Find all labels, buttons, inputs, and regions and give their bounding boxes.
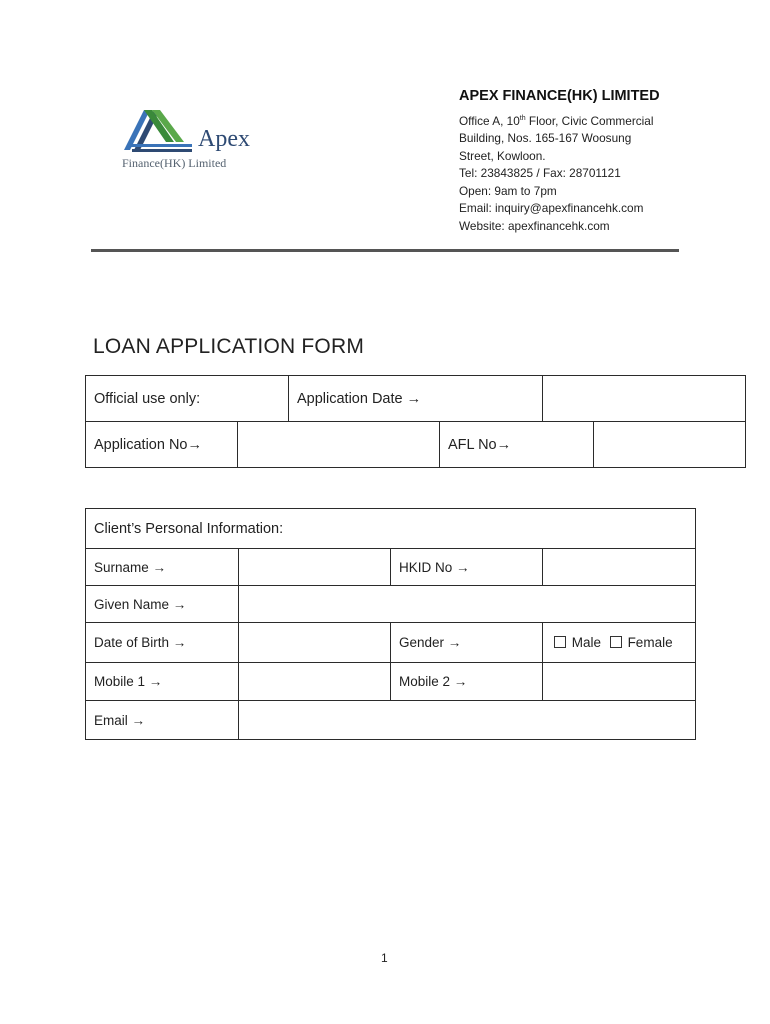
company-name: APEX FINANCE(HK) LIMITED bbox=[459, 88, 660, 104]
application-no-label: Application No→ bbox=[86, 422, 238, 468]
header-divider bbox=[91, 249, 679, 252]
email-label: Email → bbox=[86, 701, 239, 740]
logo-subtitle: Finance(HK) Limited bbox=[122, 156, 227, 170]
form-title: LOAN APPLICATION FORM bbox=[93, 335, 365, 358]
company-email: Email: inquiry@apexfinancehk.com bbox=[459, 201, 644, 216]
surname-field[interactable] bbox=[239, 549, 391, 586]
afl-no-label: AFL No→ bbox=[440, 422, 594, 468]
company-website: Website: apexfinancehk.com bbox=[459, 218, 610, 233]
afl-no-field[interactable] bbox=[594, 422, 746, 468]
given-name-label: Given Name → bbox=[86, 586, 239, 623]
company-info bbox=[459, 88, 719, 235]
gender-options bbox=[543, 623, 696, 663]
female-checkbox[interactable] bbox=[610, 636, 622, 648]
application-date-field[interactable] bbox=[543, 376, 746, 422]
email-field[interactable] bbox=[239, 701, 696, 740]
company-address-line-3: Street, Kowloon. bbox=[459, 148, 546, 163]
gender-label: Gender → bbox=[391, 623, 543, 663]
hkid-label: HKID No → bbox=[391, 549, 543, 586]
page-number: 1 bbox=[381, 951, 388, 965]
male-option-label: Male bbox=[571, 635, 602, 650]
dob-label: Date of Birth → bbox=[86, 623, 239, 663]
official-use-table bbox=[85, 375, 746, 468]
company-tel-fax: Tel: 23843825 / Fax: 28701121 bbox=[459, 166, 621, 181]
mobile1-label: Mobile 1 → bbox=[86, 663, 239, 701]
logo-mark-icon bbox=[122, 106, 202, 156]
personal-info-heading: Client’s Personal Information: bbox=[86, 509, 696, 549]
official-use-label: Official use only: bbox=[86, 376, 289, 422]
personal-info-table bbox=[85, 508, 696, 740]
given-name-field[interactable] bbox=[239, 586, 696, 623]
company-address-line-1: Office A, 10th Floor, Civic Commercial bbox=[459, 113, 654, 128]
hkid-field[interactable] bbox=[543, 549, 696, 586]
mobile2-field[interactable] bbox=[543, 663, 696, 701]
company-address-line-2: Building, Nos. 165-167 Woosung bbox=[459, 131, 632, 146]
dob-field[interactable] bbox=[239, 623, 391, 663]
surname-label: Surname → bbox=[86, 549, 239, 586]
mobile2-label: Mobile 2 → bbox=[391, 663, 543, 701]
company-logo bbox=[118, 106, 268, 176]
application-date-label: Application Date → bbox=[289, 376, 543, 422]
application-no-field[interactable] bbox=[238, 422, 440, 468]
female-option-label: Female bbox=[627, 635, 673, 650]
logo-wordmark: Apex bbox=[198, 126, 250, 152]
mobile1-field[interactable] bbox=[239, 663, 391, 701]
male-checkbox[interactable] bbox=[554, 636, 566, 648]
company-hours: Open: 9am to 7pm bbox=[459, 183, 557, 198]
